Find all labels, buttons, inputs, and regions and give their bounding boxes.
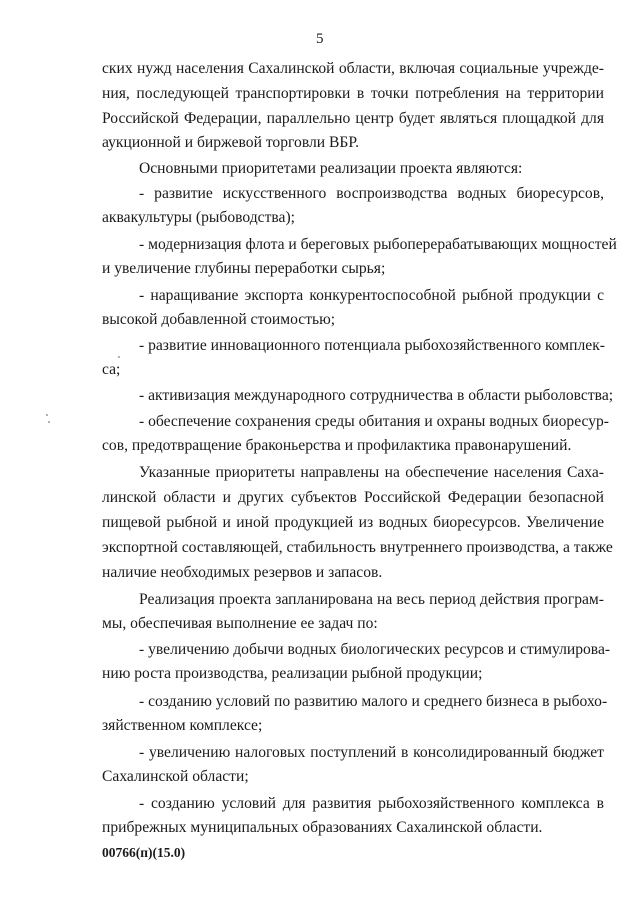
- text-line: Сахалинской области;: [102, 768, 249, 785]
- text-line: - модернизация флота и береговых рыбоперерабатывающих мощностей: [139, 236, 617, 253]
- text-line: Реализация проекта запланирована на весь период действия програм-: [139, 591, 604, 608]
- text-line: - созданию условий для развития рыбохозяйственного комплекса в: [139, 795, 604, 812]
- text-line: - развитие искусственного воспроизводства водных биоресурсов,: [139, 185, 604, 202]
- page-number: 5: [316, 31, 324, 47]
- text-line: экспортной составляющей, стабильность внутреннего производства, а также: [102, 539, 613, 556]
- text-line: линской области и других субъектов Российской Федерации безопасной: [102, 489, 604, 506]
- scan-speck: [46, 414, 48, 416]
- text-line: аукционной и биржевой торговли ВБР.: [102, 134, 359, 151]
- text-line: - созданию условий по развитию малого и среднего бизнеса в рыбохо-: [139, 693, 608, 710]
- text-line: сов, предотвращение браконьерства и профилактика правонарушений.: [102, 437, 572, 454]
- text-line: нию роста производства, реализации рыбной продукции;: [102, 665, 483, 682]
- text-line: са;: [102, 361, 121, 378]
- text-line: зяйственном комплексе;: [102, 717, 263, 734]
- text-line: - наращивание экспорта конкурентоспособной рыбной продукции с: [139, 287, 604, 304]
- text-line: пищевой рыбной и иной продукцией из водных биоресурсов. Увеличение: [102, 514, 604, 531]
- scan-speck: [118, 356, 120, 358]
- document-code: 00766(п)(15.0): [102, 845, 186, 860]
- text-line: - увеличению добычи водных биологических ресурсов и стимулирова-: [139, 641, 611, 658]
- text-line: ских нужд населения Сахалинской области, включая социальные учрежде-: [102, 60, 604, 77]
- text-line: - обеспечение сохранения среды обитания и охраны водных биоресур-: [139, 413, 610, 430]
- scan-speck: [48, 421, 50, 423]
- text-line: - развитие инновационного потенциала рыбохозяйственного комплек-: [139, 337, 605, 354]
- text-line: Российской Федерации, параллельно центр будет являться площадкой для: [102, 110, 604, 127]
- text-line: Основными приоритетами реализации проекта являются:: [139, 160, 523, 177]
- text-line: и увеличение глубины переработки сырья;: [102, 260, 386, 277]
- text-line: мы, обеспечивая выполнение ее задач по:: [102, 615, 378, 632]
- text-line: наличие необходимых резервов и запасов.: [102, 564, 383, 581]
- text-line: - увеличению налоговых поступлений в консолидированный бюджет: [139, 744, 604, 761]
- text-line: прибрежных муниципальных образованиях Сахалинской области.: [102, 819, 543, 836]
- text-line: аквакультуры (рыбоводства);: [102, 209, 295, 226]
- text-line: - активизация международного сотрудничества в области рыболовства;: [139, 387, 614, 404]
- text-line: Указанные приоритеты направлены на обеспечение населения Саха-: [139, 464, 604, 481]
- text-line: ния, последующей транспортировки в точки потребления на территории: [102, 85, 604, 102]
- text-line: высокой добавленной стоимостью;: [102, 311, 336, 328]
